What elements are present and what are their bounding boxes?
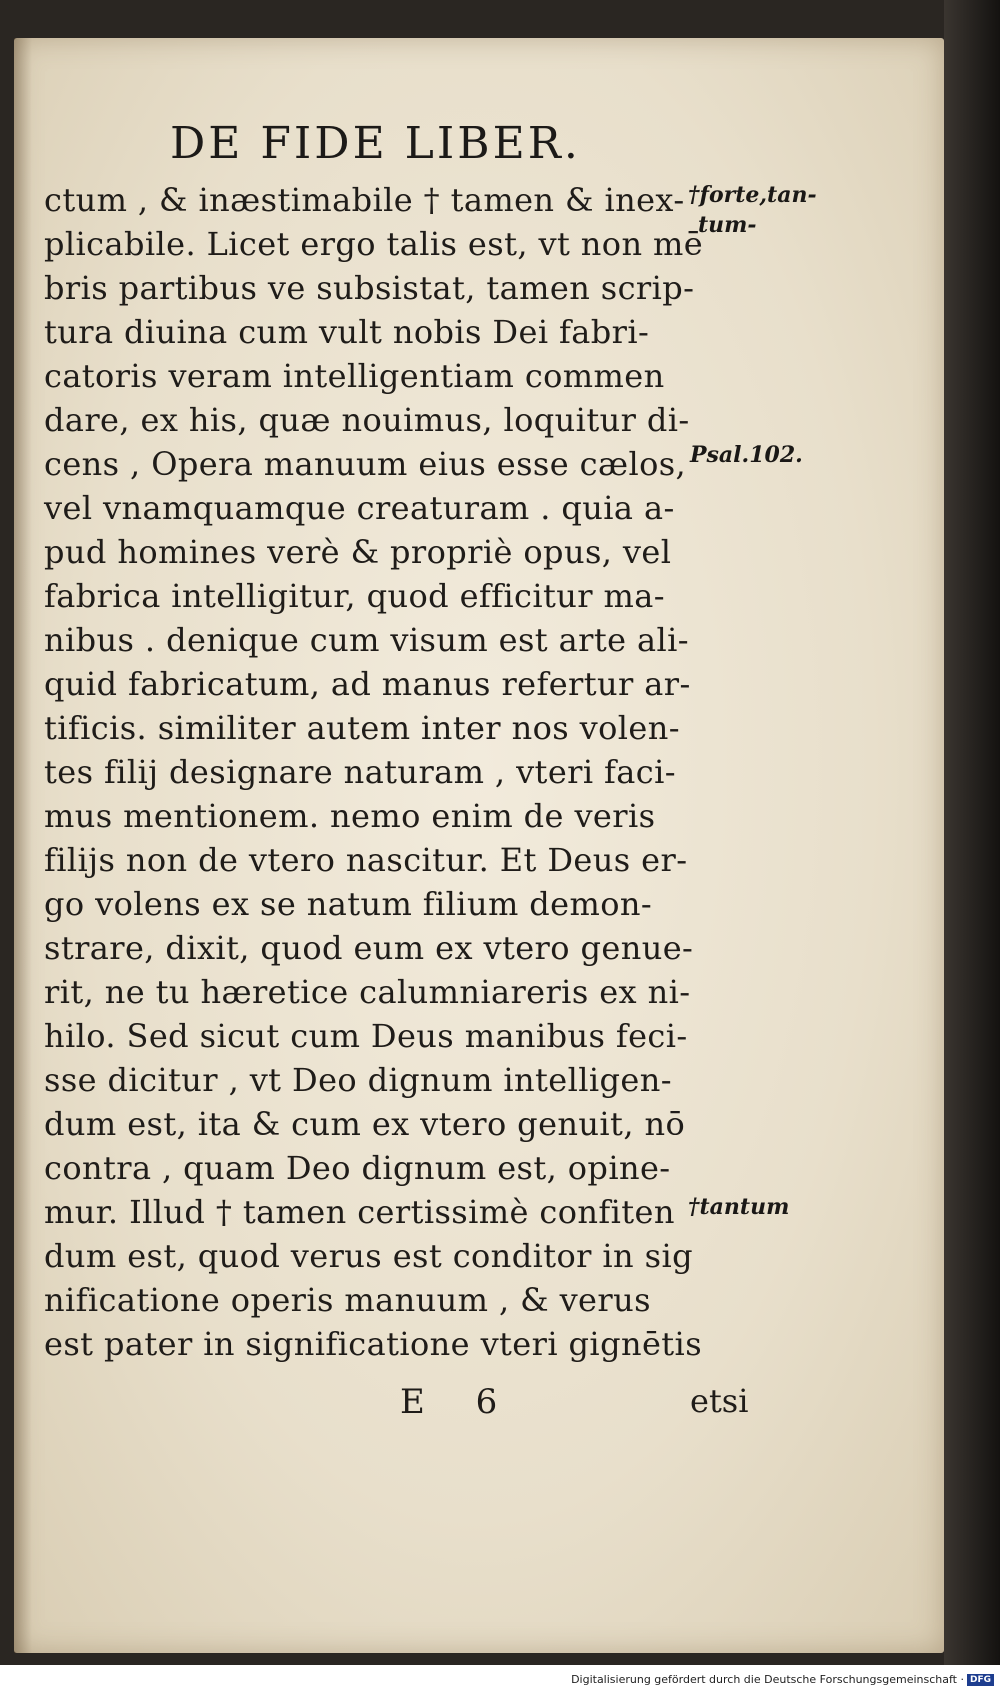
marginal-note-psalm: Psal.102.	[690, 442, 803, 468]
text-line: vel vnamquamque creaturam . quia a-	[44, 489, 675, 527]
text-line: fabrica intelligitur, quod efficitur ma-	[44, 577, 665, 615]
text-line: nificatione operis manuum , & verus	[44, 1281, 651, 1319]
text-line: tura diuina cum vult nobis Dei fabri-	[44, 313, 650, 351]
catchword: etsi	[690, 1382, 749, 1420]
text-line: rit, ne tu hæretice calumniareris ex ni-	[44, 973, 691, 1011]
text-line: plicabile. Licet ergo talis est, vt non mē	[44, 225, 704, 263]
text-line: hilo. Sed sicut cum Deus manibus feci-	[44, 1017, 688, 1055]
text-line: dum est, quod verus est conditor in sig	[44, 1237, 693, 1275]
text-line: tificis. similiter autem inter nos volen-	[44, 709, 680, 747]
text-line: bris partibus ve subsistat, tamen scrip-	[44, 269, 695, 307]
text-line: tes filij designare naturam , vteri faci-	[44, 753, 676, 791]
text-line: nibus . denique cum visum est arte ali-	[44, 621, 689, 659]
text-line: catoris veram intelligentiam commen	[44, 357, 665, 395]
text-line: sse dicitur , vt Deo dignum intelligen-	[44, 1061, 672, 1099]
text-line: filijs non de vtero nascitur. Et Deus er-	[44, 841, 688, 879]
book-edge	[944, 0, 1000, 1665]
body-text	[44, 178, 764, 1366]
marginal-note-tantum: †tantum	[688, 1194, 790, 1220]
dfg-logo: DFG	[967, 1674, 994, 1686]
text-line: mus mentionem. nemo enim de veris	[44, 797, 656, 835]
text-line: cens , Opera manuum eius esse cælos,	[44, 445, 687, 483]
text-line: pud homines verè & propriè opus, vel	[44, 533, 672, 571]
running-head: DE FIDE LIBER.	[170, 118, 581, 169]
text-line: mur. Illud † tamen certissimè confiten	[44, 1193, 675, 1231]
signature-mark: E 6	[400, 1382, 518, 1422]
text-line: dum est, ita & cum ex vtero genuit, nō	[44, 1105, 686, 1143]
text-line: ctum , & inæstimabile † tamen & inex-	[44, 181, 685, 219]
marginal-note-line: tum-	[698, 212, 757, 238]
text-line: strare, dixit, quod eum ex vtero genue-	[44, 929, 694, 967]
text-line: est pater in significatione vteri gignētis	[44, 1325, 703, 1363]
digitization-credit	[571, 1673, 994, 1686]
marginal-note-line: †forte,tan-	[688, 182, 817, 208]
marginal-note-forte-tantum	[688, 180, 817, 240]
text-line: dare, ex his, quæ nouimus, loquitur di-	[44, 401, 690, 439]
text-line: quid fabricatum, ad manus refertur ar-	[44, 665, 691, 703]
text-line: go volens ex se natum filium demon-	[44, 885, 653, 923]
gutter-shadow	[14, 38, 32, 1653]
text-line: contra , quam Deo dignum est, opine-	[44, 1149, 671, 1187]
credit-text: Digitalisierung gefördert durch die Deutsche Forschungsgemeinschaft ·	[571, 1673, 964, 1686]
